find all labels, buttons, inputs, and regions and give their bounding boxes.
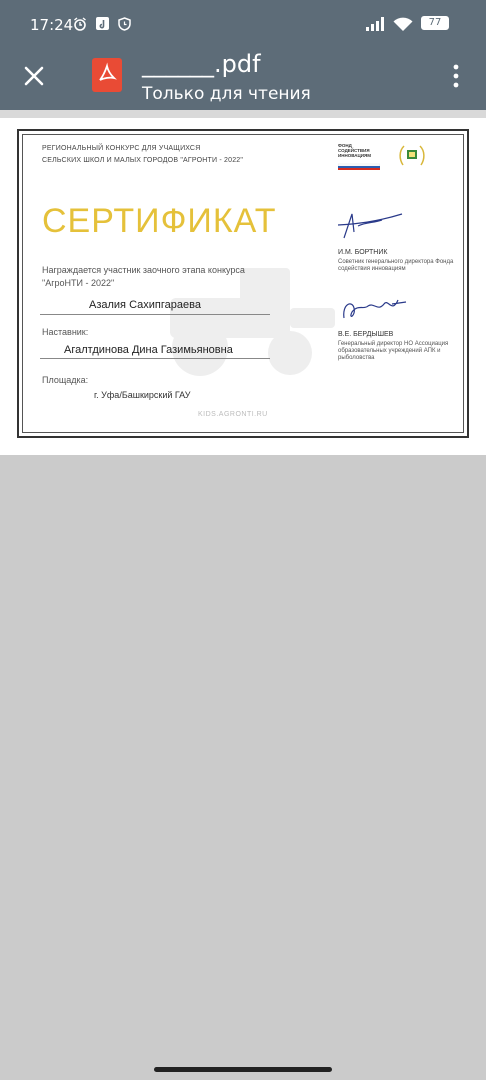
alarm-icon	[73, 17, 87, 31]
signer-2-name: В.Е. БЕРДЫШЕВ	[338, 331, 394, 338]
signature-2-image	[338, 294, 410, 326]
status-bar	[0, 0, 486, 40]
signature-1-image	[336, 210, 406, 240]
pdf-icon	[92, 58, 122, 92]
wifi-icon	[393, 17, 413, 32]
mentor-label: Наставник:	[42, 327, 89, 337]
signer-1-name: И.М. БОРТНИК	[338, 249, 388, 256]
shield-icon	[118, 17, 131, 31]
read-only-label: Только для чтения	[142, 84, 311, 104]
pdf-page[interactable]	[0, 118, 486, 455]
mentor-name: Агалтдинова Дина Газимьяновна	[64, 344, 233, 356]
award-text-line-2: "АгроНТИ - 2022"	[42, 278, 115, 288]
more-vert-icon[interactable]	[449, 62, 463, 90]
venue-value: г. Уфа/Башкирский ГАУ	[94, 390, 191, 400]
close-icon[interactable]	[22, 64, 46, 88]
certificate-title: СЕРТИФИКАТ	[42, 202, 277, 240]
association-emblem-icon	[398, 143, 426, 169]
watermark-tractor-image	[150, 238, 350, 388]
status-time: 17:24	[30, 16, 74, 34]
signer-2-description: Генеральный директор НО Ассоциация образовательных учреждений АПК и рыболовства	[338, 341, 449, 361]
viewer-top-strip	[0, 110, 486, 118]
website-watermark: KIDS.AGRONTI.RU	[198, 411, 268, 418]
signal-icon	[366, 17, 386, 31]
battery-icon	[421, 16, 449, 30]
participant-name: Азалия Сахипгараева	[89, 299, 201, 311]
gesture-home-bar[interactable]	[154, 1067, 332, 1072]
header-line-2: СЕЛЬСКИХ ШКОЛ И МАЛЫХ ГОРОДОВ "АГРОНТИ - 2022"	[42, 157, 244, 164]
signer-1-description: Советник генерального директора Фонда содействия инновациям	[338, 259, 454, 272]
battery-level: 77	[428, 17, 442, 28]
fund-logo-text: ФОНД СОДЕЙСТВИЯ ИННОВАЦИЯМ	[338, 143, 372, 158]
award-text-line-1: Награждается участник заочного этапа конкурса	[42, 265, 245, 275]
flag-stripes-icon	[338, 163, 380, 171]
file-title: ______.pdf	[142, 50, 261, 78]
mentor-underline	[40, 358, 270, 359]
app-bar	[0, 40, 486, 110]
notification-icon	[96, 17, 109, 30]
venue-label: Площадка:	[42, 375, 89, 385]
participant-underline	[40, 314, 270, 315]
fund-logo	[338, 143, 380, 176]
header-line-1: РЕГИОНАЛЬНЫЙ КОНКУРС ДЛЯ УЧАЩИХСЯ	[42, 145, 201, 152]
